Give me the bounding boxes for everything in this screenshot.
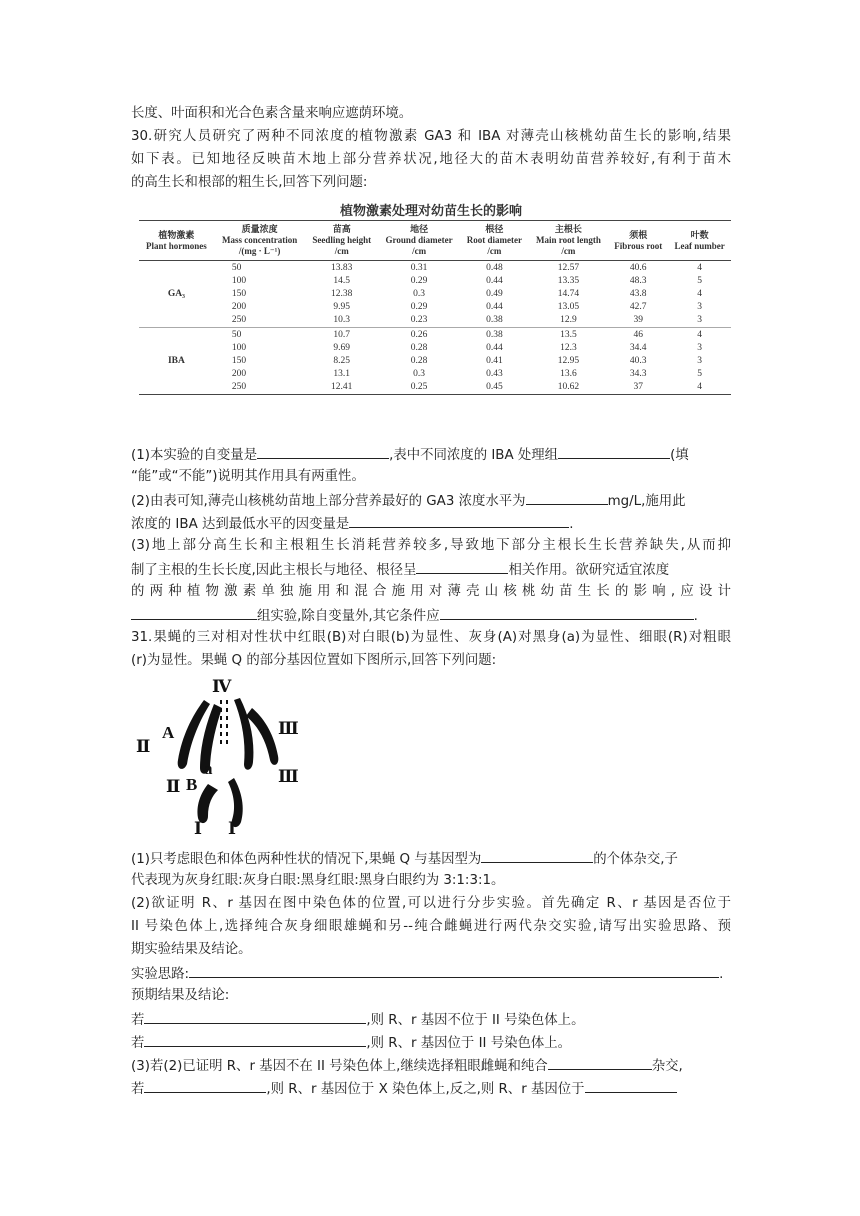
answer-blank[interactable] — [558, 444, 670, 459]
table-cell: 9.69 — [333, 342, 351, 353]
q30-part2: 浓度的 IBA 达到最低水平的因变量是 . — [131, 513, 574, 534]
table-cell: 0.48 — [486, 262, 503, 273]
table-cell: 100 — [231, 275, 247, 286]
header-main-root-length: 主根长 Main root length /cm — [529, 221, 609, 261]
table-cell: 8.25 — [333, 355, 351, 366]
label-B: B — [186, 775, 198, 794]
table-row — [139, 301, 731, 314]
table-cell: 10.62 — [529, 381, 609, 395]
q30-part2: (2)由表可知,薄壳山核桃幼苗地上部分营养最好的 GA3 浓度水平为 mg/L,施用此 — [131, 490, 686, 511]
label-A: A — [162, 723, 175, 742]
label-iv: Ⅳ — [212, 677, 232, 696]
label-iii-right: Ⅲ — [278, 719, 299, 738]
table-cell: 0.26 — [378, 327, 460, 341]
table-cell: 250 — [214, 381, 306, 395]
table-cell: 40.6 — [629, 262, 647, 273]
q31-idea: 实验思路: . — [131, 963, 723, 984]
table-row — [139, 354, 731, 367]
table-row — [139, 368, 731, 381]
chromosome-iii-left — [234, 698, 253, 770]
table-cell: 13.6 — [560, 369, 577, 380]
table-cell: 150 — [231, 288, 247, 299]
table-cell: 12.9 — [560, 315, 577, 326]
label-i-left: Ⅰ — [194, 819, 202, 838]
hormone-cell — [139, 368, 214, 381]
table-cell: 34.4 — [629, 342, 647, 353]
q31-intro: 31.果蝇的三对相对性状中红眼(B)对白眼(b)为显性、灰身(A)对黑身(a)为显性、细眼(R)对粗眼 — [131, 630, 731, 645]
table-cell: 4 — [697, 288, 702, 299]
table-cell: 150 — [231, 355, 247, 366]
q31-part3: (3)若(2)已证明 R、r 基因不在 II 号染色体上,继续选择粗眼雌蝇和纯合 杂交, — [131, 1055, 683, 1076]
q31-condition-1: 若 ,则 R、r 基因不位于 II 号染色体上。 — [131, 1009, 584, 1030]
q30-intro: 的高生长和根部的粗生长,回答下列问题: — [131, 175, 368, 190]
answer-blank[interactable] — [585, 1078, 677, 1093]
q30-part3: (3)地上部分高生长和主根粗生长消耗营养较多,导致地下部分主根长生长营养缺失,从而抑 — [131, 538, 731, 553]
table-row — [139, 274, 731, 287]
table-cell: 3 — [697, 355, 702, 366]
chromosome-iv-dots — [220, 700, 228, 744]
table-cell: 40.3 — [629, 355, 647, 366]
table-cell: 4 — [668, 381, 731, 395]
hormone-cell — [139, 381, 214, 395]
table-cell: 12.3 — [560, 342, 577, 353]
table-cell: 100 — [231, 342, 247, 353]
table-cell: 0.43 — [486, 369, 503, 380]
q31-part2: (2)欲证明 R、r 基因在图中染色体的位置,可以进行分步实验。首先确定 R、r 基因是否位于 — [131, 896, 731, 911]
table-cell: 10.3 — [333, 315, 351, 326]
table-cell: 37 — [608, 381, 668, 395]
table-cell: 4 — [668, 327, 731, 341]
table-cell: 50 — [231, 262, 242, 273]
q31-expect-label: 预期结果及结论: — [131, 988, 230, 1003]
header-fibrous-root: 须根 Fibrous root — [608, 221, 668, 261]
table-cell: 12.38 — [331, 288, 353, 299]
label-i-right: Ⅰ — [228, 819, 236, 838]
table-cell: 0.45 — [460, 381, 528, 395]
answer-blank[interactable] — [440, 605, 694, 620]
table-cell: 13.83 — [331, 262, 353, 273]
q31-part2: II 号染色体上,选择纯合灰身细眼雄蝇和另--纯合雌蝇进行两代杂交实验,请写出实验思路、预 — [131, 919, 731, 934]
label-ii-lower: Ⅱ — [166, 777, 181, 796]
hormone-cell — [139, 261, 214, 275]
header-concentration: 质量浓度 Mass concentration /(mg · L⁻¹) — [214, 221, 306, 261]
table-cell: 0.23 — [410, 315, 428, 326]
hormone-cell — [139, 314, 214, 328]
table-cell: 13.35 — [557, 275, 580, 286]
answer-blank[interactable] — [481, 848, 593, 863]
table-title: 植物激素处理对幼苗生长的影响 — [339, 204, 522, 219]
table-cell: 12.57 — [557, 262, 580, 273]
table-cell: 3 — [697, 315, 702, 326]
table-cell: 200 — [231, 369, 247, 380]
table-cell: 0.25 — [378, 381, 460, 395]
table-header-row — [139, 221, 731, 261]
q30-part3: 的两种植物激素单独施用和混合施用对薄壳山核桃幼苗生长的影响,应设计 — [131, 584, 731, 599]
table-cell: 0.44 — [486, 302, 503, 313]
table-cell: 250 — [231, 315, 247, 326]
chromosome-x-left — [197, 784, 218, 823]
table-row — [139, 381, 731, 395]
table-cell: 200 — [231, 302, 247, 313]
answer-blank[interactable] — [257, 444, 389, 459]
label-a: a — [204, 759, 213, 778]
table-row — [139, 261, 731, 275]
answer-blank[interactable] — [548, 1055, 652, 1070]
table-cell: 14.5 — [333, 275, 351, 286]
table-cell: 3 — [697, 342, 702, 353]
table-cell: 0.3 — [413, 288, 426, 299]
table-cell: 13.05 — [557, 302, 580, 313]
answer-blank[interactable] — [131, 605, 257, 620]
table-cell: 0.41 — [486, 355, 503, 366]
q31-intro: (r)为显性。果蝇 Q 的部分基因位置如下图所示,回答下列问题: — [131, 653, 497, 668]
table-row — [139, 327, 731, 341]
label-iii-lower: Ⅲ — [278, 767, 299, 786]
table-cell: 0.38 — [486, 315, 503, 326]
table-cell: 9.95 — [333, 302, 351, 313]
table-cell: 5 — [697, 275, 702, 286]
q30-intro: 30.研究人员研究了两种不同浓度的植物激素 GA3 和 IBA 对薄壳山核桃幼苗生长的影响,结果 — [131, 129, 731, 144]
chromosome-diagram — [130, 674, 306, 838]
answer-blank[interactable] — [526, 490, 608, 505]
intro-continuation: 长度、叶面积和光合色素含量来响应遮荫环境。 — [131, 106, 413, 121]
hormone-cell — [139, 274, 214, 287]
hormone-table — [139, 220, 731, 395]
q31-part1: (1)只考虑眼色和体色两种性状的情况下,果蝇 Q 与基因型为 的个体杂交,子 — [131, 848, 678, 869]
header-root-diameter: 根径 Root diameter /cm — [460, 221, 528, 261]
label-ii-left: Ⅱ — [136, 737, 151, 756]
table-cell: 4 — [697, 262, 702, 273]
q30-part3: 组实验,除自变量外,其它条件应 . — [131, 605, 698, 626]
hormone-cell: IBA — [167, 355, 185, 366]
answer-blank[interactable] — [144, 1032, 366, 1047]
table-row — [139, 341, 731, 354]
q31-condition-2: 若 ,则 R、r 基因位于 II 号染色体上。 — [131, 1032, 571, 1053]
table-cell: 34.3 — [629, 369, 647, 380]
table-cell: 46 — [608, 327, 668, 341]
table-cell: 13.1 — [333, 369, 351, 380]
table-cell: 14.74 — [557, 288, 580, 299]
q30-part1: “能”或“不能”)说明其作用具有两重性。 — [131, 469, 365, 484]
table-cell: 0.28 — [410, 355, 428, 366]
answer-blank[interactable] — [416, 559, 508, 574]
header-leaf-number: 叶数 Leaf number — [668, 221, 731, 261]
hormone-cell — [139, 301, 214, 314]
answer-blank[interactable] — [144, 1078, 266, 1093]
table-cell: 3 — [697, 302, 702, 313]
table-cell: 43.8 — [629, 288, 647, 299]
table-row — [139, 314, 731, 328]
table-cell: 50 — [214, 327, 306, 341]
table-cell: 0.49 — [486, 288, 503, 299]
table-cell: 39 — [633, 315, 643, 326]
table-cell: 0.44 — [486, 275, 503, 286]
header-hormone: 植物激素 Plant hormones — [139, 221, 214, 261]
table-cell: 0.3 — [413, 369, 426, 380]
table-cell: 0.38 — [460, 327, 528, 341]
header-seedling-height: 苗高 Seedling height /cm — [305, 221, 378, 261]
hormone-cell: GA₃ — [167, 288, 185, 299]
table-cell: 0.44 — [486, 342, 503, 353]
table-cell: 48.3 — [629, 275, 647, 286]
table-row — [139, 287, 731, 300]
hormone-cell — [139, 341, 214, 354]
q30-intro: 如下表。已知地径反映苗木地上部分营养状况,地径大的苗木表明幼苗营养较好,有利于苗木 — [131, 152, 731, 167]
q31-part2: 期实验结果及结论。 — [131, 942, 252, 957]
answer-blank[interactable] — [144, 1009, 366, 1024]
table-cell: 10.7 — [305, 327, 378, 341]
table-cell: 13.5 — [529, 327, 609, 341]
q31-part3: 若 ,则 R、r 基因位于 X 染色体上,反之,则 R、r 基因位于 — [131, 1078, 677, 1099]
q30-part1: (1)本实验的自变量是 ,表中不同浓度的 IBA 处理组 (填 — [131, 444, 689, 465]
answer-blank[interactable] — [189, 963, 719, 978]
header-ground-diameter: 地径 Ground diameter /cm — [378, 221, 460, 261]
table-cell: 0.28 — [410, 342, 428, 353]
table-cell: 12.95 — [557, 355, 580, 366]
table-cell: 0.29 — [410, 302, 428, 313]
table-cell: 0.29 — [410, 275, 428, 286]
table-cell: 12.41 — [305, 381, 378, 395]
q30-part3: 制了主根的生长长度,因此主根长与地径、根径呈 相关作用。欲研究适宜浓度 — [131, 559, 669, 580]
table-cell: 0.31 — [410, 262, 428, 273]
table-cell: 5 — [697, 369, 702, 380]
q31-part1: 代表现为灰身红眼:灰身白眼:黑身红眼:黑身白眼约为 3:1:3:1。 — [131, 873, 505, 888]
table-cell: 42.7 — [629, 302, 647, 313]
answer-blank[interactable] — [349, 513, 569, 528]
hormone-cell — [139, 327, 214, 341]
